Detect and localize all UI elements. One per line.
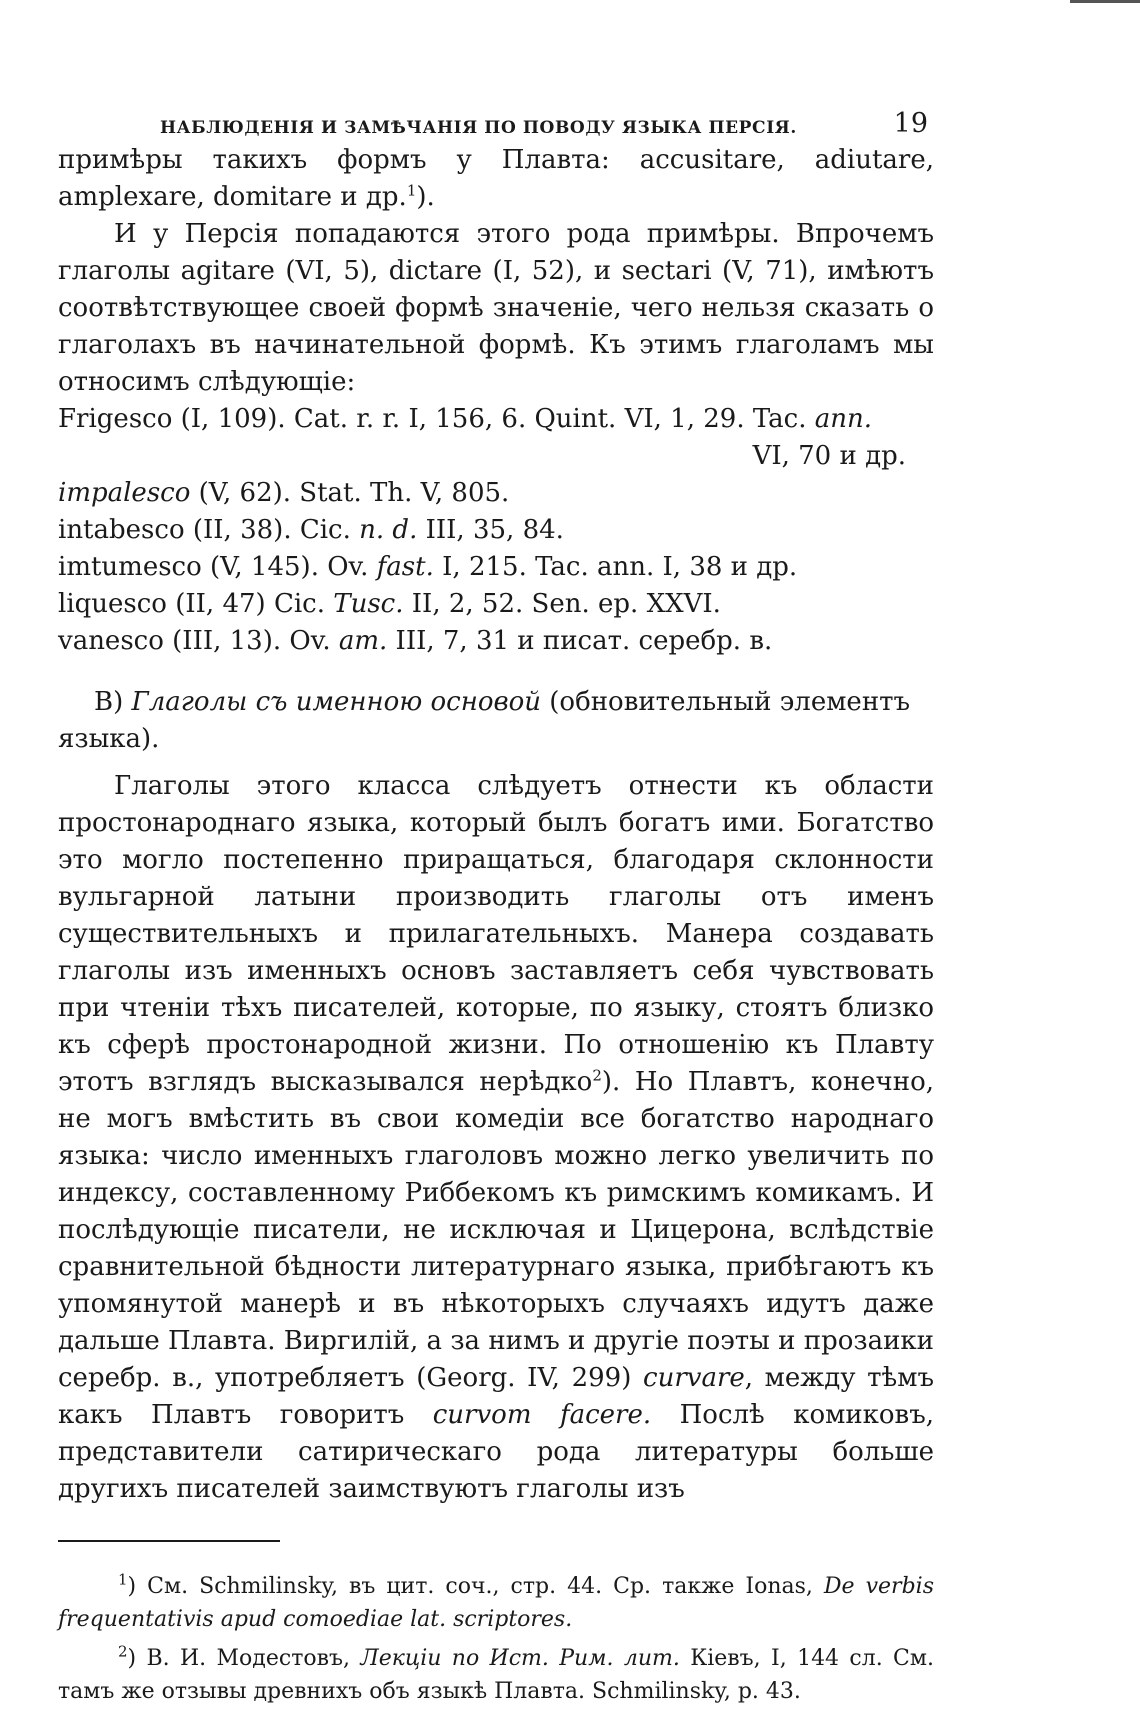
list-item-word: impalesco [58, 478, 191, 508]
list-item-word: vanesco [58, 626, 164, 656]
section-subtitle: (обновительный элементъ языка). [58, 687, 911, 754]
paragraph-1 [58, 142, 934, 216]
list-item-ref: (II, 38). Cic. [184, 515, 360, 545]
footnote-2-rest: Кіевъ, I, 144 сл. См. тамъ же отзывы древнихъ объ языкѣ Плавта. Schmilinsky, p. 43. [58, 1646, 934, 1704]
footnote-ref-1: 1 [406, 181, 417, 200]
section-title: Глаголы съ именною основой [131, 687, 542, 717]
list-item-ref: (III, 13). Ov. [163, 626, 339, 656]
list-item-italic: n. d. [359, 515, 418, 545]
footnote-2 [58, 1642, 934, 1708]
page-header [58, 100, 934, 142]
list-item-word: liquesco [58, 589, 167, 619]
footnote-2-text: ) В. И. Модестовъ, [127, 1646, 361, 1671]
list-item-italic: fast. [376, 552, 434, 582]
list-item-tail: I, 215. Tac. ann. I, 38 и др. [433, 552, 798, 582]
list-item-italic: ann. [814, 404, 873, 434]
paragraph-3-b: ). Но Плавтъ, конечно, не могъ вмѣстить въ свои комедіи все богатство народнаго языка: число именныхъ глаголовъ можно легко увеличить по индексу, составленному Риббекомъ къ римскимъ комикамъ. И послѣдующіе писатели, не исключая и Цицерона, вслѣдствіе сравнительной бѣдности литературнаго языка, прибѣгаютъ къ упомянутой манерѣ и въ нѣкоторыхъ случаяхъ идутъ даже дальше Плавта. Виргилій, а за нимъ и другіе поэты и прозаики серебр. в., употребляетъ (Georg. IV, 299) [58, 1067, 934, 1393]
list-item-word: intabesco [58, 515, 185, 545]
paragraph-3-italic-2: curvom facere. [432, 1400, 652, 1430]
page [58, 100, 934, 1714]
footnote-2-mark: 2 [118, 1642, 128, 1661]
section-label: B) [94, 687, 132, 717]
running-head: НАБЛЮДЕНІЯ И ЗАМѢЧАНІЯ ПО ПОВОДУ ЯЗЫКА ПЕРСІЯ. [160, 118, 797, 138]
footnote-1-mark: 1 [118, 1570, 128, 1589]
footnote-ref-2: 2 [592, 1066, 602, 1085]
footnote-divider [58, 1540, 280, 1542]
list-item-tail: III, 35, 84. [417, 515, 564, 545]
list-item-ref: (II, 47) Cic. [166, 589, 334, 619]
scan-edge-mark [1070, 0, 1140, 3]
paragraph-3-c: , между тѣмъ какъ Плавтъ говоритъ [58, 1363, 934, 1430]
list-item [58, 401, 934, 438]
list-item-continuation [58, 438, 934, 475]
footnote-1-title: De verbis frequentativis apud comoediae lat. scriptores. [58, 1574, 934, 1632]
paragraph-3-a: Глаголы этого класса слѣдуетъ отнести къ области простонароднаго языка, который былъ богатъ ими. Богатство это могло постепенно приращаться, благодаря склонности вульгарной латыни производить глаголы отъ именъ существительныхъ и прилагательныхъ. Манера создавать глаголы изъ именныхъ основъ заставляетъ себя чувствовать при чтеніи тѣхъ писателей, которые, по языку, стоятъ близко къ сферѣ простонародной жизни. По отношенію къ Плавту этотъ взглядъ высказывался нерѣдко [58, 771, 934, 1097]
section-heading [58, 684, 934, 758]
list-item [58, 549, 934, 586]
list-item-italic: Tusc. [333, 589, 404, 619]
paragraph-2: И у Персія попадаются этого рода примѣры. Впрочемъ глаголы agitare (VI, 5), dictare (I, 52), и sectari (V, 71), имѣютъ соотвѣтствующее своей формѣ значеніе, чего нельзя сказать о глаголахъ въ начинательной формѣ. Къ этимъ глаголамъ мы относимъ слѣдующіе: [58, 219, 934, 397]
list-item-tail: II, 2, 52. Sen. ep. XXVI. [403, 589, 721, 619]
paragraph-1-end: ). [416, 182, 435, 212]
paragraph-3-italic-1: curvare [643, 1363, 745, 1393]
list-item-italic: am. [338, 626, 388, 656]
list-item-tail: III, 7, 31 и писат. серебр. в. [387, 626, 773, 656]
footnote-2-title: Лекціи по Ист. Рим. лит. [360, 1646, 680, 1671]
list-item-ref: (V, 62). Stat. Th. V, 805. [190, 478, 510, 508]
list-item-word: Frigesco [58, 404, 173, 434]
list-item [58, 475, 934, 512]
paragraph-3-d: Послѣ комиковъ, представители сатирическаго рода литературы больше другихъ писателей заимствуютъ глаголы изъ [58, 1400, 934, 1504]
footnote-1 [58, 1570, 934, 1636]
list-item-ref: (I, 109). Cat. r. r. I, 156, 6. Quint. VI, 1, 29. Tac. [180, 404, 815, 434]
list-item [58, 512, 934, 549]
verb-list [58, 401, 934, 660]
list-item-word: imtumesco [58, 552, 202, 582]
footnote-1-text: ) См. Schmilinsky, въ цит. соч., стр. 44. Ср. также Ionas, [127, 1574, 824, 1599]
page-number: 19 [893, 108, 928, 139]
list-item [58, 623, 934, 660]
list-item [58, 586, 934, 623]
list-item-ref: VI, 70 и др. [752, 441, 906, 471]
paragraph-1-text: примѣры такихъ формъ у Плавта: accusitare, adiutare, amplexare, domitare и др. [58, 145, 934, 212]
paragraph-3 [58, 768, 934, 1508]
list-item-ref: (V, 145). Ov. [201, 552, 377, 582]
